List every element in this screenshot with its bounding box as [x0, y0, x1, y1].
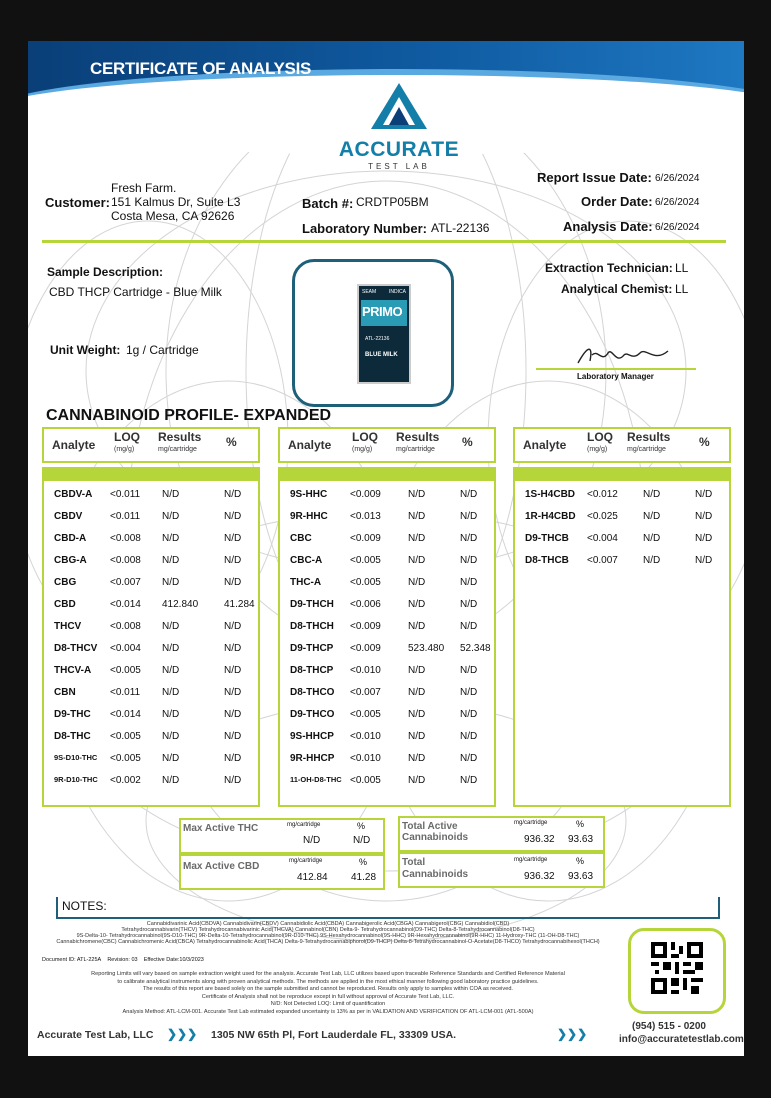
result-value: N/D [162, 643, 180, 654]
analyte-name: D9-THCB [525, 533, 569, 544]
batch-value: CRDTP05BM [356, 195, 429, 209]
customer-name: Fresh Farm. [111, 181, 177, 195]
result-value: N/D [162, 511, 180, 522]
table-row [280, 573, 494, 595]
report-date-value: 6/26/2024 [655, 173, 700, 184]
loq-value: <0.009 [350, 643, 381, 654]
manager-signature [568, 341, 678, 371]
max-thc-box [179, 818, 385, 854]
max-cbd-pct: 41.28 [351, 872, 377, 883]
total-active-mg: 936.32 [524, 834, 555, 845]
pct-value: N/D [460, 577, 478, 588]
analyte-name: D8-THCH [290, 621, 334, 632]
pct-value: N/D [695, 555, 713, 566]
divider-rule [42, 240, 726, 243]
lab-number-label: Laboratory Number: [302, 221, 427, 236]
loq-value: <0.005 [110, 753, 141, 764]
loq-value: <0.014 [110, 709, 141, 720]
loq-value: <0.008 [110, 533, 141, 544]
table-row [44, 771, 258, 793]
pct-value: N/D [460, 665, 478, 676]
qr-code-frame[interactable] [628, 928, 726, 1014]
qr-code-icon [651, 942, 703, 994]
table-row [44, 705, 258, 727]
analyte-name: D8-THCV [54, 643, 98, 654]
chemist-value: LL [675, 282, 689, 296]
result-value: N/D [408, 731, 426, 742]
table-row [44, 573, 258, 595]
lab-logo [334, 81, 464, 171]
profile-title: CANNABINOID PROFILE- EXPANDED [46, 407, 332, 424]
header-pct: % [699, 435, 710, 449]
header-results-unit: mg/cartridge [158, 446, 197, 453]
doc-info [42, 957, 204, 963]
total-label-1: Total [402, 857, 426, 868]
max-cbd-mg: 412.84 [297, 872, 328, 883]
result-value: N/D [643, 533, 661, 544]
analyte-name: CBC [290, 533, 312, 544]
result-value: N/D [162, 621, 180, 632]
analyte-name: THCV [54, 621, 82, 632]
header-loq: LOQ [352, 430, 378, 444]
loq-value: <0.008 [110, 621, 141, 632]
total-box [398, 852, 605, 888]
loq-value: <0.010 [350, 665, 381, 676]
header-pct: % [226, 435, 237, 449]
result-value: N/D [408, 753, 426, 764]
table-row [280, 705, 494, 727]
result-value: N/D [162, 687, 180, 698]
disclaimer-line: Certificate of Analysis shall not be reproduce except in full without approval of Accurate Test Lab, LLC. [201, 993, 455, 1000]
notes-box [56, 897, 720, 919]
header-analyte: Analyte [52, 438, 96, 452]
pct-value: N/D [224, 555, 242, 566]
analyte-name: D9-THCP [290, 643, 334, 654]
disclaimer-line: The results of this report are based solely on the sample submitted and cannot be reproduced. Results only apply to samples within COA as received. [142, 986, 513, 993]
table-row [44, 661, 258, 683]
footer-email[interactable]: info@accuratetestlab.com [619, 1034, 744, 1045]
analyte-name: D9-THCH [290, 599, 334, 610]
analyte-name: 9R-HHCP [290, 753, 335, 764]
total-pct-label: % [576, 856, 585, 866]
result-value: N/D [408, 533, 426, 544]
loq-value: <0.014 [110, 599, 141, 610]
table-row [44, 639, 258, 661]
table-header-box [42, 427, 260, 463]
total-active-box [398, 816, 605, 852]
result-value: 523.480 [408, 643, 445, 654]
table-header-box [278, 427, 496, 463]
legend-block [28, 921, 628, 945]
table-row [44, 617, 258, 639]
analyte-name: 11-OH-D8-THC [290, 775, 342, 784]
customer-address-2: Costa Mesa, CA 92626 [111, 209, 235, 223]
footer-company: Accurate Test Lab, LLC [37, 1029, 154, 1041]
pct-value: N/D [224, 621, 242, 632]
loq-value: <0.005 [110, 731, 141, 742]
pct-value: N/D [460, 775, 478, 786]
header-results: Results [158, 430, 202, 444]
unit-weight-label: Unit Weight: [50, 343, 121, 357]
pct-value: 52.348 [460, 643, 491, 654]
result-value: N/D [643, 511, 661, 522]
total-active-label-1: Total Active [402, 821, 458, 832]
table-body-box [42, 467, 260, 807]
max-thc-pct: N/D [353, 835, 371, 846]
result-value: N/D [408, 599, 426, 610]
analyte-name: THCV-A [54, 665, 92, 676]
result-value: 412.840 [162, 599, 199, 610]
disclaimer-line: Analysis Method: ATL-LCM-001. Accurate Test Lab estimated expanded uncertainty is 13% as per in VALIDATION AND VERIFICATION OF ATL-LCM-001 (ATL-500A) [122, 1008, 534, 1015]
package-top-right: INDICA [389, 289, 406, 295]
loq-value: <0.011 [110, 687, 141, 698]
analyte-name: D9-THCO [290, 709, 335, 720]
pct-value: N/D [460, 533, 478, 544]
analyte-name: CBC-A [290, 555, 323, 566]
max-cbd-unit: mg/cartridge [289, 858, 323, 864]
result-value: N/D [162, 489, 180, 500]
result-value: N/D [162, 555, 180, 566]
certificate-page [28, 41, 744, 1056]
table-row [44, 727, 258, 749]
loq-value: <0.007 [587, 555, 618, 566]
table-row [280, 661, 494, 683]
table-row [280, 507, 494, 529]
pct-value: N/D [224, 643, 242, 654]
customer-address-1: 151 Kalmus Dr, Suite L3 [111, 195, 241, 209]
loq-value: <0.010 [350, 753, 381, 764]
max-thc-mg: N/D [303, 835, 321, 846]
sample-desc-label: Sample Description: [47, 265, 164, 279]
table-row [280, 551, 494, 573]
table-row [280, 595, 494, 617]
sample-desc-value: CBD THCP Cartridge - Blue Milk [49, 285, 222, 299]
header-loq: LOQ [587, 430, 613, 444]
table-row [44, 683, 258, 705]
pct-value: N/D [460, 599, 478, 610]
result-value: N/D [408, 665, 426, 676]
header-pct: % [462, 435, 473, 449]
analyte-name: 9R-D10-THC [54, 775, 98, 784]
header-analyte: Analyte [288, 438, 332, 452]
footer-address: 1305 NW 65th Pl, Fort Lauderdale FL, 33309 USA. [211, 1029, 457, 1041]
loq-value: <0.009 [350, 489, 381, 500]
result-value: N/D [408, 555, 426, 566]
analyte-name: D8-THCB [525, 555, 569, 566]
header-loq: LOQ [114, 430, 140, 444]
loq-value: <0.005 [350, 709, 381, 720]
report-date-label: Report Issue Date: [537, 170, 652, 185]
table-row [44, 749, 258, 771]
max-thc-pct-label: % [357, 821, 366, 831]
pct-value: N/D [460, 489, 478, 500]
header-analyte: Analyte [523, 438, 567, 452]
header-results: Results [627, 430, 671, 444]
table-row [280, 683, 494, 705]
pct-value: N/D [460, 621, 478, 632]
header-loq-unit: (mg/g) [352, 446, 373, 453]
signature-line [536, 368, 696, 370]
pct-value: N/D [460, 731, 478, 742]
total-active-pct-label: % [576, 819, 585, 829]
header-loq-unit: (mg/g) [587, 446, 608, 453]
pct-value: N/D [224, 577, 242, 588]
notes-label: NOTES: [62, 899, 107, 913]
analyte-name: CBD-A [54, 533, 87, 544]
legend-line: Cannabidivarinic Acid(CBDVA) Cannabidivarin(CBDV) Cannabidiolic Acid(CBDA) Cannabigerolic Acid(CBGA) Cannabigerol(CBG) Cannabidiol(CBD) [146, 921, 510, 927]
analyte-name: D8-THCO [290, 687, 335, 698]
order-date-label: Order Date: [581, 194, 653, 209]
arrows-icon: ❯❯❯ [557, 1027, 588, 1041]
total-unit: mg/cartridge [514, 857, 548, 863]
header-results: Results [396, 430, 440, 444]
table-row [280, 485, 494, 507]
pct-value: 41.284 [224, 599, 255, 610]
pct-value: N/D [224, 709, 242, 720]
pct-value: N/D [224, 533, 242, 544]
loq-value: <0.007 [110, 577, 141, 588]
loq-value: <0.012 [587, 489, 618, 500]
manager-label: Laboratory Manager [577, 372, 654, 381]
result-value: N/D [643, 555, 661, 566]
table-row [44, 595, 258, 617]
total-active-unit: mg/cartridge [514, 820, 548, 826]
disclaimer-block [28, 971, 628, 1017]
legend-line: 9S-Delta-10- Tetrahydrocannabinol(9S-D10-THC) 9R-Delta-10-Tetrahydrocannabinol(9R-D10-THC) 9S-Hexahydrocannabinol(9S-HHC) 9R-Hexahydrocannabinol(9R-HHC) 11-Hydroxy-THC (11-OH-D8-THC) [76, 933, 580, 939]
result-value: N/D [408, 621, 426, 632]
extraction-tech-label: Extraction Technician: [545, 261, 673, 275]
table-header-box [513, 427, 731, 463]
analyte-name: 1R-H4CBD [525, 511, 576, 522]
arrows-icon: ❯❯❯ [167, 1027, 198, 1041]
doc-revision: Revision: 03 [107, 957, 138, 963]
loq-value: <0.010 [350, 731, 381, 742]
disclaimer-line: Reporting Limits will vary based on sample extraction weight used for the analysis. Accurate Test Lab, LLC utilizes based upon traceable Reference Standards and Certified Reference Material [91, 971, 565, 977]
table-row [280, 639, 494, 661]
pct-value: N/D [224, 687, 242, 698]
header-results-unit: mg/cartridge [396, 446, 435, 453]
result-value: N/D [162, 665, 180, 676]
table-row [515, 551, 729, 573]
analyte-name: 9S-HHC [290, 489, 328, 500]
result-value: N/D [643, 489, 661, 500]
analyte-name: D8-THCP [290, 665, 334, 676]
disclaimer-line: to calibrate analytical instruments along with proven analytical methods. The methods are applied in the most ethical manner following good laboratory practice guidelines. [117, 978, 539, 985]
analyte-name: D9-THC [54, 709, 91, 720]
table-row [280, 529, 494, 551]
table-row [280, 749, 494, 771]
max-cbd-label: Max Active CBD [183, 861, 260, 872]
doc-id: Document ID: ATL-225A [42, 957, 102, 963]
table-row [44, 551, 258, 573]
table-row [44, 507, 258, 529]
analyte-name: CBD [54, 599, 76, 610]
analyte-name: CBDV [54, 511, 83, 522]
header-results-unit: mg/cartridge [627, 446, 666, 453]
loq-value: <0.025 [587, 511, 618, 522]
analyte-name: 9S-D10-THC [54, 753, 98, 762]
table-green-band [44, 469, 258, 481]
max-thc-label: Max Active THC [183, 823, 259, 834]
product-photo [292, 259, 454, 407]
total-label-2: Cannabinoids [402, 869, 469, 880]
max-cbd-box [179, 854, 385, 890]
loq-value: <0.005 [350, 775, 381, 786]
loq-value: <0.013 [350, 511, 381, 522]
pct-value: N/D [224, 489, 242, 500]
result-value: N/D [408, 577, 426, 588]
loq-value: <0.005 [350, 555, 381, 566]
table-green-band [515, 469, 729, 481]
loq-value: <0.009 [350, 621, 381, 632]
table-row [515, 529, 729, 551]
analyte-name: 1S-H4CBD [525, 489, 576, 500]
table-row [280, 617, 494, 639]
loq-value: <0.006 [350, 599, 381, 610]
pct-value: N/D [460, 709, 478, 720]
unit-weight-value: 1g / Cartridge [126, 343, 199, 357]
result-value: N/D [408, 709, 426, 720]
loq-value: <0.002 [110, 775, 141, 786]
result-value: N/D [408, 687, 426, 698]
loq-value: <0.011 [110, 511, 141, 522]
doc-effective: Effective Date:10/3/2023 [143, 957, 204, 963]
analyte-name: THC-A [290, 577, 322, 588]
analyte-name: CBG [54, 577, 77, 588]
result-value: N/D [162, 577, 180, 588]
loq-value: <0.008 [110, 555, 141, 566]
total-mg: 936.32 [524, 871, 555, 882]
loq-value: <0.011 [110, 489, 141, 500]
loq-value: <0.005 [110, 665, 141, 676]
result-value: N/D [408, 775, 426, 786]
result-value: N/D [162, 533, 180, 544]
table-row [44, 485, 258, 507]
footer-phone: (954) 515 - 0200 [632, 1021, 706, 1032]
order-date-value: 6/26/2024 [655, 197, 700, 208]
total-active-pct: 93.63 [568, 834, 594, 845]
table-row [515, 507, 729, 529]
result-value: N/D [162, 731, 180, 742]
loq-value: <0.007 [350, 687, 381, 698]
package-flavor: BLUE MILK [365, 352, 398, 358]
analysis-date-label: Analysis Date: [563, 219, 653, 234]
table-row [280, 727, 494, 749]
loq-value: <0.009 [350, 533, 381, 544]
total-pct: 93.63 [568, 871, 594, 882]
loq-value: <0.005 [350, 577, 381, 588]
package-brand: PRIMO [362, 304, 403, 319]
cartridge-package [357, 284, 411, 384]
logo-sub: TEST LAB [368, 162, 430, 171]
pct-value: N/D [224, 731, 242, 742]
analyte-name: CBDV-A [54, 489, 93, 500]
table-body-box [513, 467, 731, 807]
legend-line: Cannabichromene(CBC) Cannabichromenic Acid(CBCA) Tetrahydrocannabinolic Acid(THCA) Delta-9-Tetrahydrocannabiphorol(D9-THCP) Delta-8-Tetrahydrocannabinol-O-Acetate(D8-THCO) Tetrahydrocannabihexol(THCH) [56, 939, 600, 945]
table-row [44, 529, 258, 551]
table-row [515, 485, 729, 507]
max-cbd-pct-label: % [359, 857, 368, 867]
package-code: ATL-22136 [365, 336, 390, 342]
legend-line: Tetrahydrocannabivarin(THCV) Tetrahydrocannabivarinic Acid(THCVA) Cannabinol(CBN) Delta-9- Tetrahydrocannabinol(D9-THC) Delta-8-Tetrahydrocannabinol(D8-THC) [121, 927, 535, 933]
result-value: N/D [408, 489, 426, 500]
total-active-label-2: Cannabinoids [402, 832, 469, 843]
customer-label: Customer: [45, 195, 111, 210]
result-value: N/D [162, 775, 180, 786]
loq-value: <0.004 [587, 533, 618, 544]
analyte-name: 9R-HHC [290, 511, 328, 522]
table-green-band [280, 469, 494, 481]
analysis-date-value: 6/26/2024 [655, 222, 700, 233]
extraction-tech-value: LL [675, 261, 689, 275]
pct-value: N/D [695, 511, 713, 522]
result-value: N/D [162, 753, 180, 764]
analyte-name: CBN [54, 687, 76, 698]
result-value: N/D [408, 511, 426, 522]
max-thc-unit: mg/cartridge [287, 822, 321, 828]
pct-value: N/D [224, 753, 242, 764]
table-row [280, 771, 494, 793]
analyte-name: D8-THC [54, 731, 91, 742]
chemist-label: Analytical Chemist: [561, 282, 673, 296]
loq-value: <0.004 [110, 643, 141, 654]
logo-triangle-icon [369, 81, 429, 131]
result-value: N/D [162, 709, 180, 720]
pct-value: N/D [695, 533, 713, 544]
package-top-left: SEAM [362, 289, 377, 295]
analyte-name: 9S-HHCP [290, 731, 334, 742]
pct-value: N/D [224, 775, 242, 786]
analyte-name: CBG-A [54, 555, 87, 566]
logo-name: ACCURATE [338, 138, 460, 161]
disclaimer-line: N/D: Not Detected LOQ: Limit of quantification [270, 1001, 386, 1008]
pct-value: N/D [460, 753, 478, 764]
pct-value: N/D [460, 511, 478, 522]
batch-label: Batch #: [302, 196, 354, 211]
table-body-box [278, 467, 496, 807]
pct-value: N/D [460, 555, 478, 566]
pct-value: N/D [460, 687, 478, 698]
pct-value: N/D [224, 511, 242, 522]
lab-number-value: ATL-22136 [431, 221, 490, 235]
pct-value: N/D [695, 489, 713, 500]
pct-value: N/D [224, 665, 242, 676]
certificate-title: CERTIFICATE OF ANALYSIS [90, 59, 312, 78]
header-loq-unit: (mg/g) [114, 446, 135, 453]
